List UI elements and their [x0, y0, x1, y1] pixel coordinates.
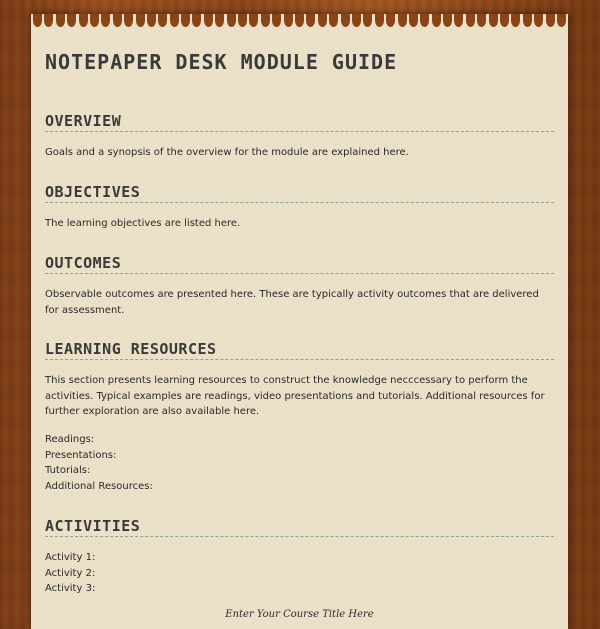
perforation-hole [158, 14, 167, 27]
perforation-hole [170, 14, 179, 27]
perforation-hole [363, 14, 372, 27]
perforation-hole [204, 14, 213, 27]
list-item: Activity 1: [45, 552, 96, 563]
perforation-hole [79, 14, 88, 27]
overview-heading: OVERVIEW [45, 112, 554, 132]
perforation-hole [466, 14, 475, 27]
perforation-hole [318, 14, 327, 27]
perforation-hole [44, 14, 53, 27]
list-item: Presentations: [45, 449, 117, 461]
perforation-hole [352, 14, 361, 27]
perforation-hole [215, 14, 224, 27]
perforation-hole [523, 14, 532, 27]
list-item: Activity 3: [45, 583, 96, 595]
perforation-hole [238, 14, 247, 27]
perforation-hole [90, 14, 99, 27]
outcomes-text: Observable outcomes are presented here. These are typically activity outcomes that are delivered for assessment. [45, 289, 539, 316]
perforation-hole [329, 14, 338, 27]
course-title-footer: Enter Your Course Title Here [225, 609, 374, 620]
perforation-hole [67, 14, 76, 27]
perforation-hole [454, 14, 463, 27]
perforation-hole [101, 14, 110, 27]
perforation-hole [295, 14, 304, 27]
perforation-hole [489, 14, 498, 27]
perforation-hole [409, 14, 418, 27]
learning-resources-heading: LEARNING RESOURCES [45, 340, 554, 360]
learning-resources-text: This section presents learning resources to construct the knowledge necccessary to perform the activities. Typical examples are readings, video presentations and tutorials. Additional resources for further exploration are also available here. [45, 375, 545, 417]
perforation-hole [227, 14, 236, 27]
perforation-hole [443, 14, 452, 27]
perforated-edge [31, 14, 568, 28]
activities-list [45, 550, 95, 597]
perforation-hole [124, 14, 133, 27]
perforation-hole [33, 14, 42, 27]
perforation-hole [56, 14, 65, 27]
perforation-hole [398, 14, 407, 27]
list-item: Additional Resources: [45, 480, 153, 492]
list-item: Tutorials: [45, 465, 91, 477]
perforation-hole [272, 14, 281, 27]
perforation-hole [147, 14, 156, 27]
perforation-hole [136, 14, 145, 27]
perforation-hole [534, 14, 543, 27]
overview-text: Goals and a synopsis of the overview for the module are explained here. [45, 147, 409, 158]
perforation-hole [420, 14, 429, 27]
perforation-hole [432, 14, 441, 27]
perforation-hole [511, 14, 520, 27]
page-title: NOTEPAPER DESK MODULE GUIDE [45, 50, 398, 74]
objectives-heading: OBJECTIVES [45, 183, 554, 203]
learning-resources-list [45, 432, 153, 494]
perforation-hole [306, 14, 315, 27]
perforation-hole [181, 14, 190, 27]
perforation-hole [113, 14, 122, 27]
perforation-hole [284, 14, 293, 27]
perforation-hole [261, 14, 270, 27]
perforation-hole [192, 14, 201, 27]
outcomes-heading: OUTCOMES [45, 254, 554, 274]
perforation-hole [557, 14, 566, 27]
list-item: Activity 2: [45, 567, 96, 579]
activities-heading: ACTIVITIES [45, 517, 554, 537]
perforation-hole [249, 14, 258, 27]
perforation-hole [341, 14, 350, 27]
perforation-hole [386, 14, 395, 27]
notepaper [31, 14, 568, 629]
perforation-hole [375, 14, 384, 27]
objectives-text: The learning objectives are listed here. [45, 218, 241, 229]
perforation-hole [500, 14, 509, 27]
perforation-hole [477, 14, 486, 27]
list-item: Readings: [45, 434, 95, 445]
perforation-hole [546, 14, 555, 27]
